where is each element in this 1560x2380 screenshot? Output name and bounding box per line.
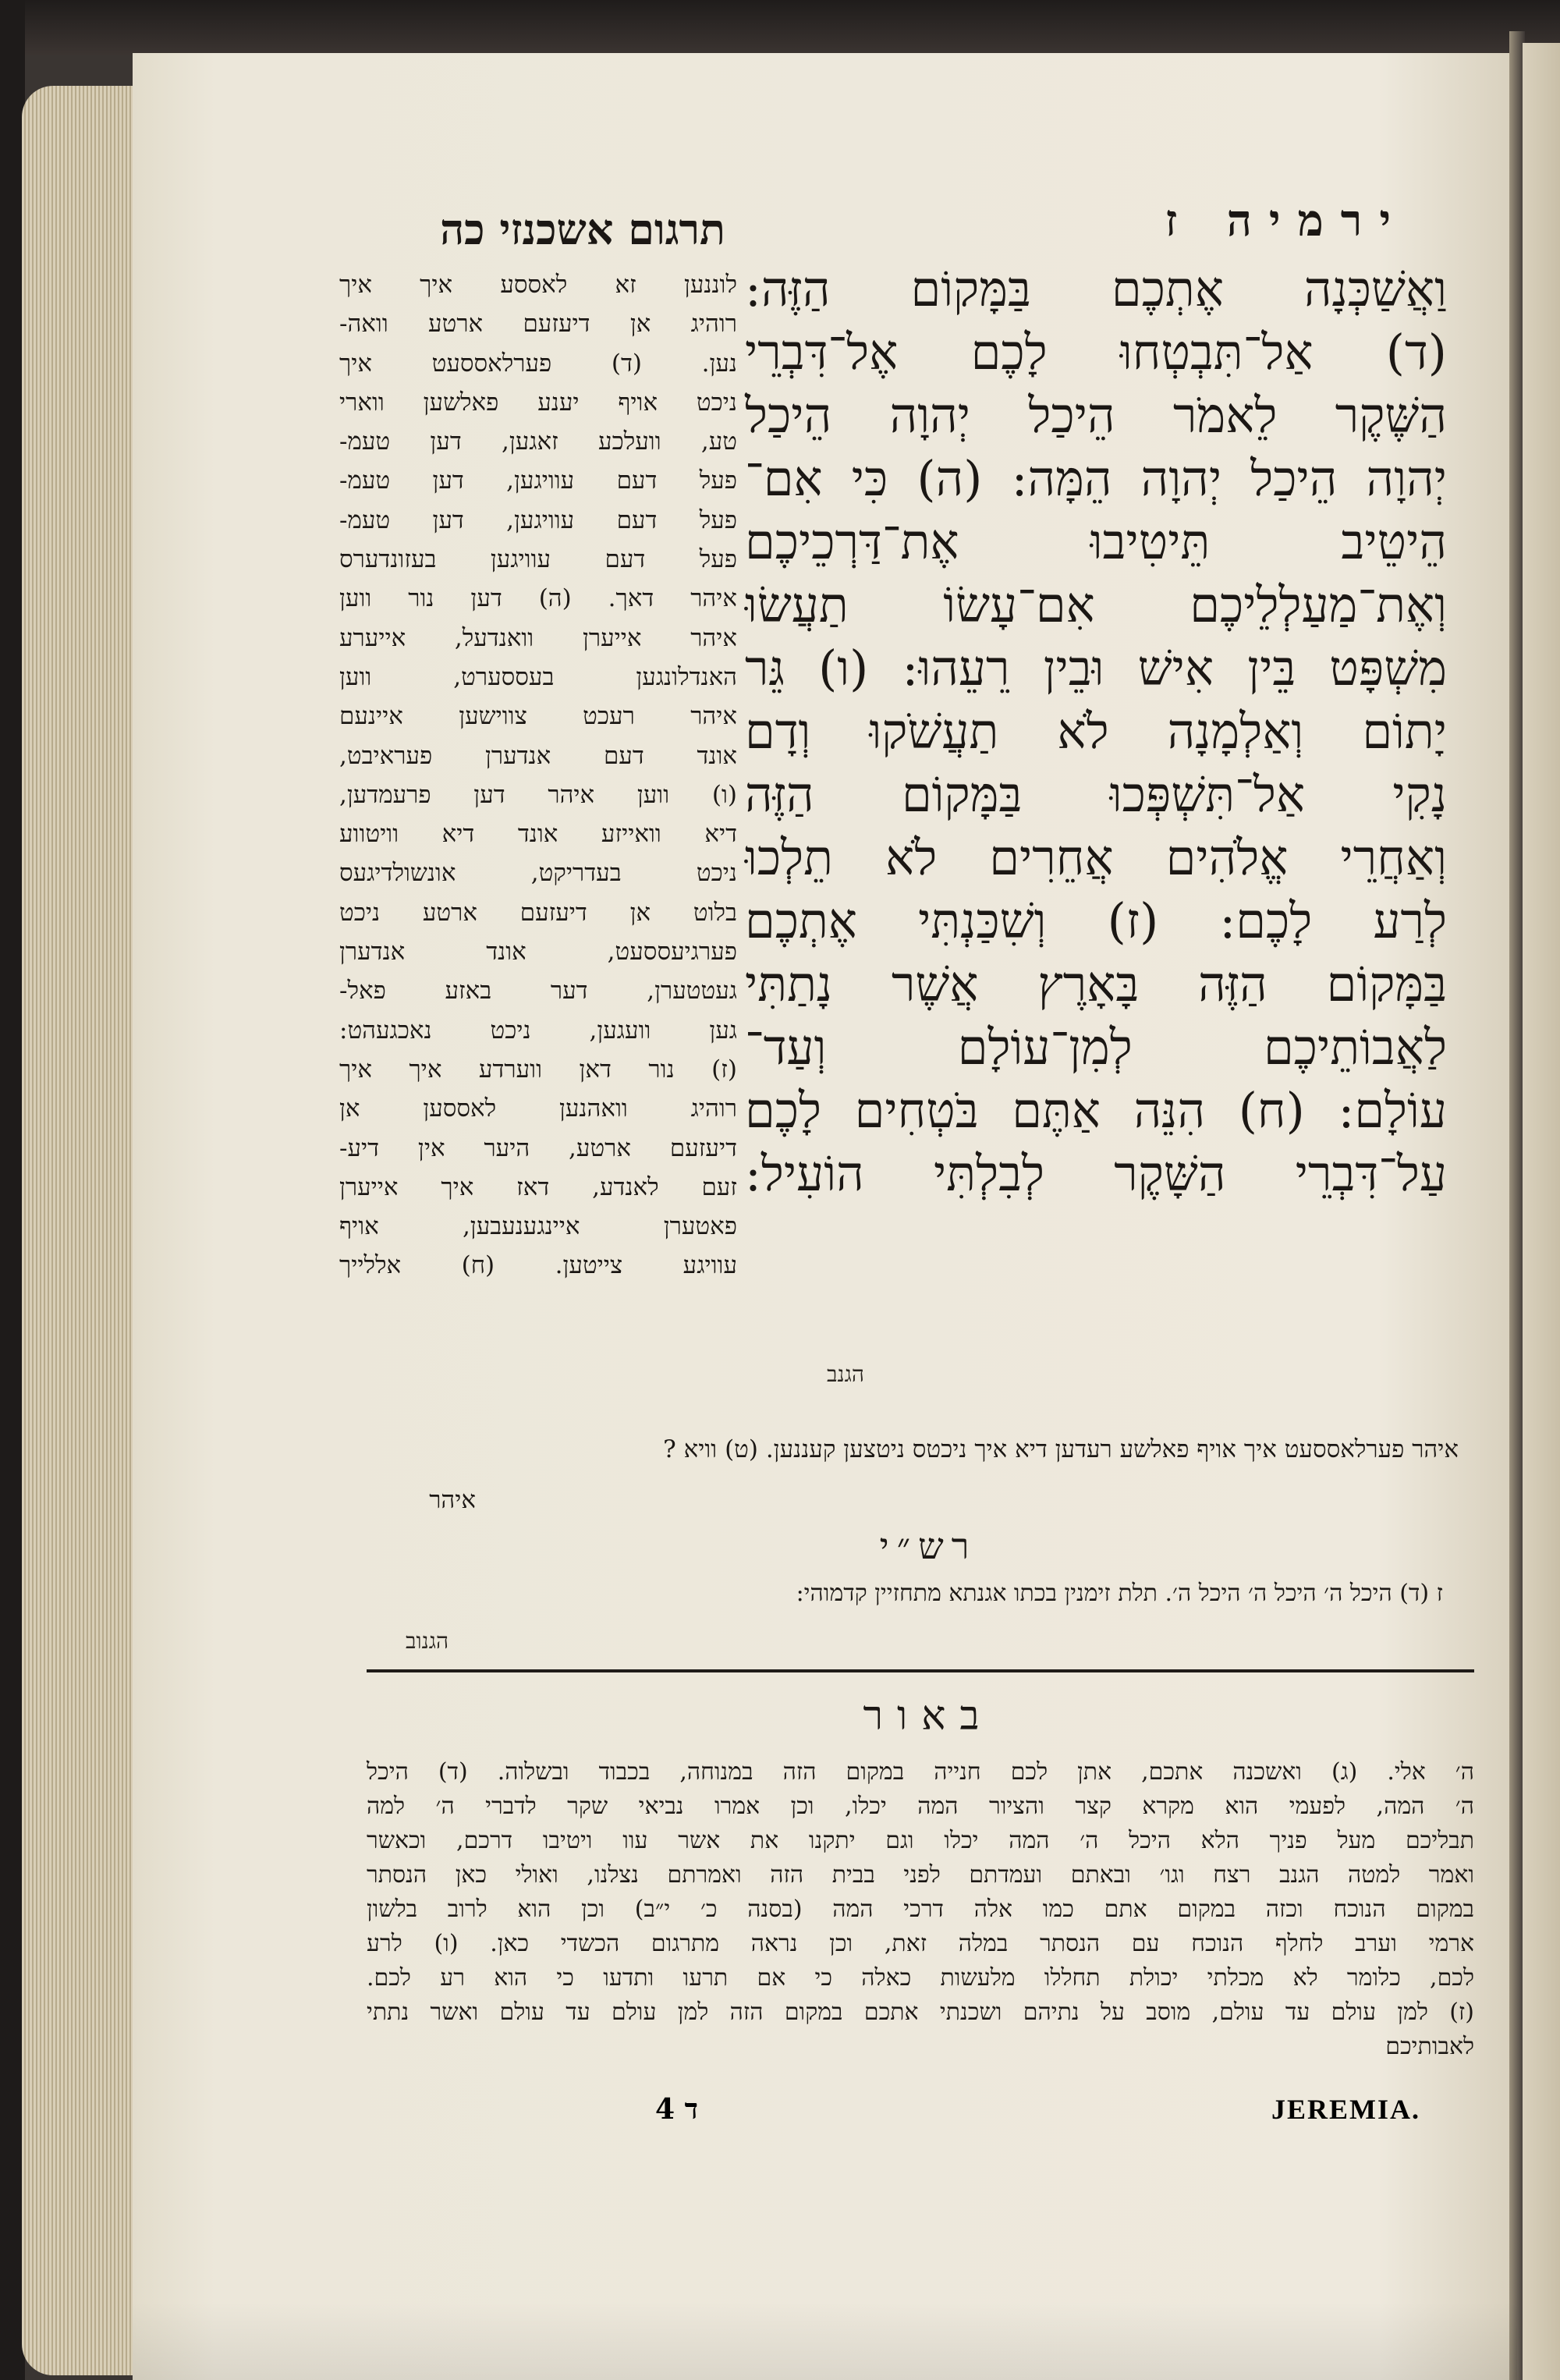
scripture-line: עַל־דִּבְרֵי הַשָּׁקֶר לְבִלְתִּי הוֹעִיל:: [745, 1145, 1447, 1202]
translation-line: פעל דעם עוויגען בעזונדערס: [339, 545, 737, 574]
translation-line: פערגיעססעט, אונד אנדערן: [339, 938, 737, 967]
translation-line: לוננען זא לאססע איך איך: [339, 271, 737, 299]
biur-line: ארמי וערב לחלף הנוכח עם הנסתר במלה זאת, וכן נראה מתרגום הכשדי כאן. (ו) לרע: [367, 1930, 1474, 1957]
page-shadow: [133, 2301, 1517, 2380]
next-page-edge: [1523, 43, 1560, 2380]
biur-heading: באור: [863, 1693, 994, 1740]
book-running-title: ירמיה ז: [1165, 195, 1408, 247]
translation-line: ניכט בעדריקט, אונשולדיגעס: [339, 859, 737, 888]
translation-line: איהר רעכט צווישען איינעם: [339, 702, 737, 731]
rashi-commentary: ז (ד) היכל ה׳ היכל ה׳ היכל ה׳. תלת זימנין בכתו אגנתא מתחזיין קדמוהי:: [796, 1580, 1443, 1607]
book-cover-top: [0, 0, 1560, 55]
scripture-line: וְאֶת־מַעַלְלֵיכֶם אִם־עָשׂוֹ תַעֲשׂוּ: [745, 576, 1447, 633]
translation-line: דיעזעם ארטע, היער אין דיע-: [339, 1133, 737, 1162]
scripture-line: מִשְׁפָּט בֵּין אִישׁ וּבֵין רֵעֵהוּ: (ו) גֵּר: [745, 640, 1447, 697]
translation-line: (ז) נור דאן ווערדע איך איך: [339, 1055, 737, 1084]
main-scripture-column: [745, 257, 1447, 1205]
translation-line: נען. (ד) פערלאססעט איך: [339, 349, 737, 378]
translation-line: טע, וועלכע זאגען, דען טעמ-: [339, 427, 737, 456]
translation-full-width-line: איהר פערלאססעט איך אויף פאלשע רעדען דיא איך ניכטס ניטצען קעננען. (ט) וויא ?: [663, 1435, 1459, 1463]
scripture-line: (ד) אַל־תִּבְטְחוּ לָכֶם אֶל־דִּבְרֵי: [745, 324, 1447, 381]
biur-commentary: [367, 1755, 1474, 2064]
biur-line: לכם, כלומר לא מכלתי יכולת תחללו מלעשות כאלה כי אם תרעו ותדעו כי הוא רע לכם.: [367, 1964, 1474, 1992]
biur-line: ה׳ אלי. (ג) ואשכנה אתכם, אתן לכם חנייה במקום הזה במנוחה, בכבוד ובשלוה. (ד) היכל: [367, 1758, 1474, 1786]
scripture-line: לְרַע לָכֶם: (ז) וְשִׁכַּנְתִּי אֶתְכֶם: [745, 892, 1447, 949]
rashi-note: הגנוב: [406, 1628, 449, 1654]
translation-line: (ו) ווען איהר דען פרעמדען,: [339, 780, 737, 809]
signature-mark: ד 4: [655, 2093, 698, 2126]
scripture-line: בַּמָּקוֹם הַזֶּה בָּאָרֶץ אֲשֶׁר נָתַתִּי: [745, 956, 1447, 1013]
translation-line: פאטערן איינגענעבען, אויף: [339, 1212, 737, 1241]
translation-line: אונד דעם אנדערן פעראיבט,: [339, 741, 737, 770]
scripture-note: הגנב: [827, 1361, 864, 1387]
scripture-line: יָתוֹם וְאַלְמָנָה לֹא תַעֲשֹׁקוּ וְדָם: [745, 703, 1447, 760]
scripture-line: וְאַחֲרֵי אֱלֹהִים אֲחֵרִים לֹא תֵלְכוּ: [745, 829, 1447, 886]
translation-line: רוהיג וואהנען לאססען אן: [339, 1094, 737, 1123]
scripture-line: הֵיטֵיב תֵּיטִיבוּ אֶת־דַּרְכֵיכֶם: [745, 513, 1447, 570]
translation-line: זעם לאנדע, דאז איך אייערן: [339, 1172, 737, 1201]
scripture-line: נָקִי אַל־תִּשְׁפְּכוּ בַּמָּקוֹם הַזֶּה: [745, 766, 1447, 823]
translation-line: פעל דעם עוויגען, דען טעמ-: [339, 466, 737, 495]
footer-running-title: JEREMIA.: [1271, 2094, 1421, 2125]
translation-line: גען וועגען, ניכט נאכגעהט:: [339, 1016, 737, 1045]
biur-line: לאבותיכם: [1385, 2033, 1474, 2060]
translation-column: [339, 265, 737, 1286]
rashi-heading: רש״י: [879, 1525, 977, 1567]
translation-line: דיא וואייזע אונד דיא וויטווע: [339, 820, 737, 849]
translation-line: ניכט אויף יענע פאלשען ווארי: [339, 388, 737, 417]
biur-line: במקום הנוכח וכזה במקום אתם כמו אלה דרכי המה (בסנה כ׳ י״ב) וכן הוא לרוב בלשון: [367, 1896, 1474, 1923]
translation-line: איהר דאך. (ה) דען נור ווען: [339, 584, 737, 613]
scripture-line: וַאֲשַׁכְּנָה אֶתְכֶם בַּמָּקוֹם הַזֶּה:: [745, 261, 1447, 317]
page-edges: [22, 86, 139, 2375]
translation-line: פעל דעם עוויגען, דען טעמ-: [339, 505, 737, 534]
translation-running-title: תרגום אשכנזי כה: [440, 204, 725, 254]
translation-line: בלוט אן דיעזעם ארטע ניכט: [339, 898, 737, 927]
biur-line: ה׳ המה, לפעמי הוא מקרא קצר והציור המה יכלו, וכן אמרו נביאי שקר לדברי ה׳ למה: [367, 1793, 1474, 1820]
translation-line: איהר אייערן וואנדעל, אייערע: [339, 623, 737, 652]
biur-line: תבליכם מעל פניך הלא היכל ה׳ המה יכלו וגם יתקנו את אשר עוו ויטיבו דרכם, וכאשר: [367, 1827, 1474, 1854]
scripture-line: עוֹלָם: (ח) הִנֵּה אַתֶּם בֹּטְחִים לָכֶם: [745, 1082, 1447, 1139]
translation-line: האנדלונגען בעססערט, ווען: [339, 662, 737, 691]
translation-line: רוהיג אן דיעזעם ארטע וואה-: [339, 310, 737, 339]
biur-line: ואמר למטה הגנב רצח וגו׳ ובאתם ועמדתם לפני בבית הזה ואמרתם נצלנו, ואולי כאן הנסתר: [367, 1861, 1474, 1889]
scripture-line: יְהוָה הֵיכַל יְהוָה הֵמָּה: (ה) כִּי אִם־: [745, 450, 1447, 507]
scripture-line: הַשֶּׁקֶר לֵאמֹר הֵיכַל יְהוָה הֵיכַל: [745, 387, 1447, 444]
section-divider: [367, 1669, 1474, 1672]
biur-line: (ז) למן עולם עד עולם, מוסב על נתיהם ושכנתי אתכם במקום הזה למן עולם עד עולם ואשר נתתי: [367, 1999, 1474, 2026]
translation-line: געטטערן, דער באזע פאל-: [339, 977, 737, 1006]
translation-last-word: איהר: [429, 1486, 476, 1514]
scripture-line: לַאֲבוֹתֵיכֶם לְמִן־עוֹלָם וְעַד־: [745, 1019, 1447, 1076]
translation-line: עוויגע צייטען. (ח) אללייך: [339, 1251, 737, 1280]
